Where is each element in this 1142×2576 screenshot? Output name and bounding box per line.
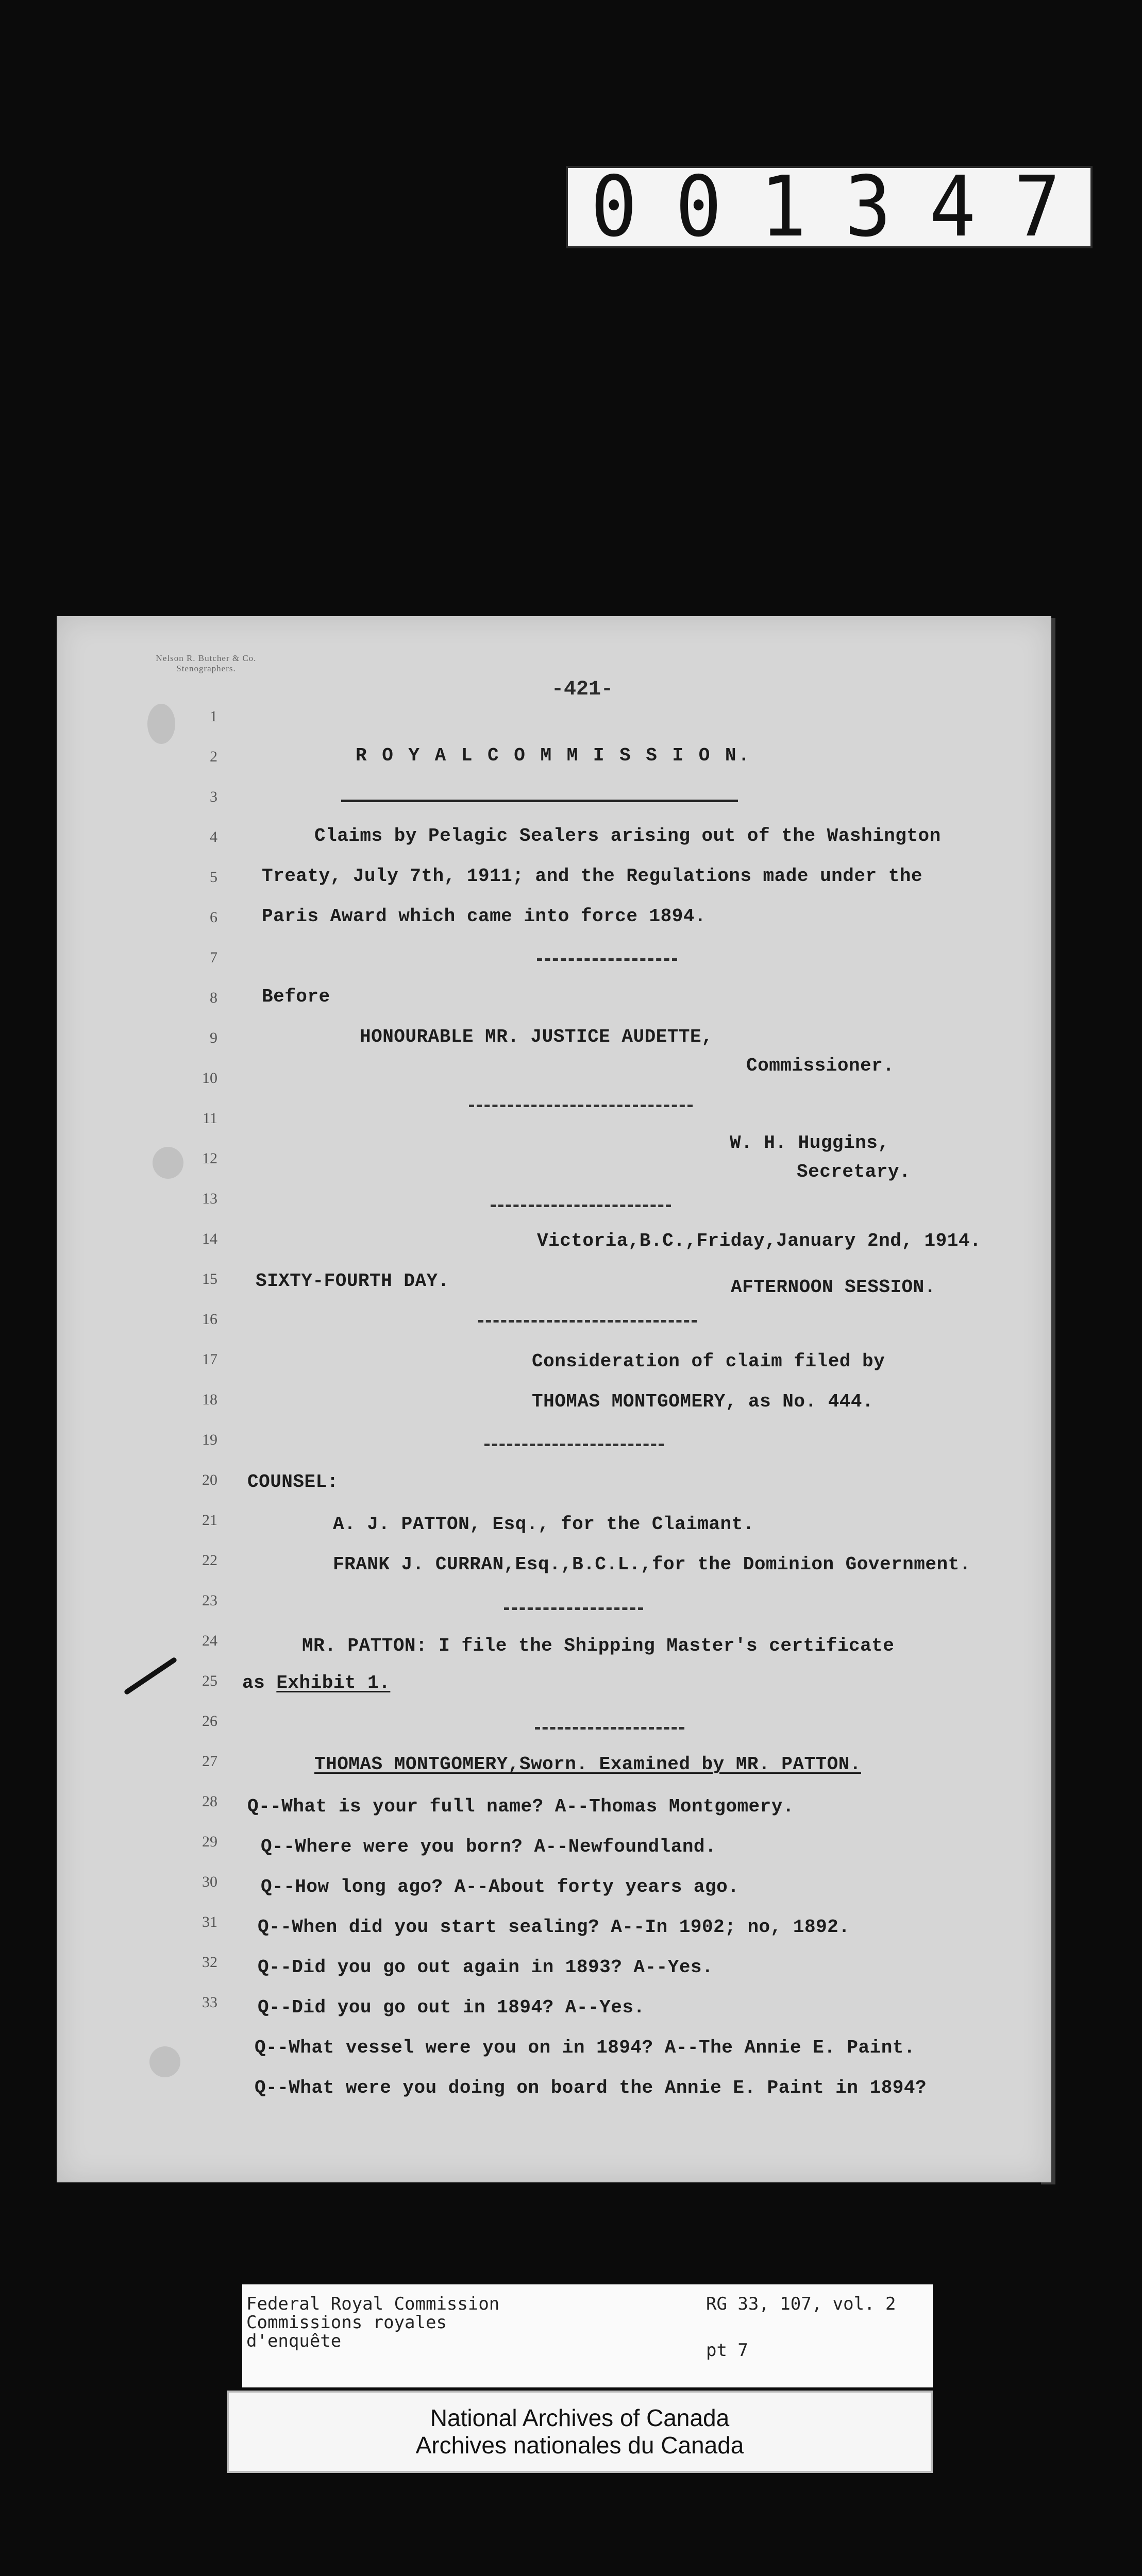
- line-number: 16: [202, 1311, 217, 1328]
- reference-number: RG 33, 107, vol. 2: [706, 2294, 896, 2314]
- line-number: 1: [210, 708, 217, 725]
- line-number: 21: [202, 1512, 217, 1529]
- claims-line: Treaty, July 7th, 1911; and the Regulations made under the: [262, 866, 923, 887]
- frame-number-strip: [566, 159, 1099, 256]
- collection-name-line: Commissions royales: [246, 2312, 447, 2333]
- qa-line: Q--Where were you born? A--Newfoundland.: [261, 1836, 717, 1857]
- line-number: 19: [202, 1431, 217, 1448]
- qa-line: Q--What were you doing on board the Annie E. Paint in 1894?: [255, 2077, 927, 2098]
- line-number: 9: [210, 1029, 217, 1046]
- part-number: pt 7: [706, 2340, 748, 2361]
- punch-hole-mark: [147, 704, 175, 744]
- archives-name-fr: Archives nationales du Canada: [415, 2432, 744, 2459]
- document-page: [57, 616, 1051, 2182]
- qa-line: Q--How long ago? A--About forty years ago.: [261, 1876, 740, 1897]
- line-number: 25: [202, 1672, 217, 1689]
- archive-label-card: [242, 2284, 933, 2387]
- qa-line: Q--What is your full name? A--Thomas Montgomery.: [247, 1796, 794, 1817]
- page-number: -421-: [551, 678, 614, 701]
- line-number: 20: [202, 1471, 217, 1488]
- session-label: AFTERNOON SESSION.: [731, 1277, 936, 1298]
- section-divider: [478, 1320, 697, 1323]
- punch-hole-mark: [149, 2046, 180, 2077]
- line-number: 12: [202, 1150, 217, 1167]
- claims-line: Claims by Pelagic Sealers arising out of the Washington: [314, 825, 941, 846]
- statement-prefix: as: [242, 1672, 277, 1693]
- line-number: 22: [202, 1552, 217, 1569]
- frame-number: 001347: [591, 159, 1099, 256]
- secretary-role: Secretary.: [797, 1161, 911, 1182]
- line-number: 10: [202, 1070, 217, 1087]
- archives-name-en: National Archives of Canada: [430, 2404, 730, 2432]
- line-number: 7: [210, 949, 217, 966]
- counsel-label: COUNSEL:: [247, 1471, 339, 1493]
- letterhead-firm: Nelson R. Butcher & Co.: [156, 653, 257, 663]
- judge-role: Commissioner.: [746, 1055, 895, 1076]
- line-number: 33: [202, 1994, 217, 2011]
- collection-name: [246, 2295, 499, 2350]
- section-divider: [537, 958, 677, 961]
- heading-rule: [341, 800, 738, 802]
- line-number: 5: [210, 869, 217, 886]
- secretary-name: W. H. Huggins,: [730, 1132, 889, 1154]
- line-number: 4: [210, 828, 217, 845]
- qa-line: Q--Did you go out again in 1893? A--Yes.: [258, 1957, 714, 1978]
- section-divider: [491, 1205, 671, 1207]
- line-number: 3: [210, 788, 217, 805]
- collection-name-line: Federal Royal Commission: [246, 2294, 500, 2314]
- line-number: 11: [203, 1110, 217, 1127]
- line-number: 27: [202, 1753, 217, 1770]
- line-number: 31: [202, 1913, 217, 1930]
- place-date: Victoria,B.C.,Friday,January 2nd, 1914.: [537, 1230, 982, 1251]
- qa-line: Q--Did you go out in 1894? A--Yes.: [258, 1997, 645, 2018]
- claims-line: Paris Award which came into force 1894.: [262, 906, 707, 927]
- line-number: 30: [202, 1873, 217, 1890]
- section-divider: [504, 1607, 643, 1610]
- archives-banner: [227, 2391, 933, 2473]
- line-number: 32: [202, 1954, 217, 1971]
- section-divider: [469, 1105, 693, 1107]
- witness-heading: THOMAS MONTGOMERY,Sworn. Examined by MR. PATTON.: [314, 1754, 861, 1775]
- judge-name: HONOURABLE MR. JUSTICE AUDETTE,: [360, 1026, 713, 1047]
- line-number: 29: [202, 1833, 217, 1850]
- line-number: 2: [210, 748, 217, 765]
- patton-statement-continued: [242, 1672, 390, 1693]
- line-number: 26: [202, 1713, 217, 1730]
- exhibit-reference: Exhibit 1.: [276, 1672, 391, 1693]
- patton-statement: MR. PATTON: I file the Shipping Master's certificate: [302, 1635, 895, 1656]
- letterhead: [113, 653, 299, 674]
- line-number: 28: [202, 1793, 217, 1810]
- section-divider: [484, 1444, 664, 1446]
- line-number: 24: [202, 1632, 217, 1649]
- counsel-claimant: A. J. PATTON, Esq., for the Claimant.: [333, 1514, 754, 1535]
- qa-line: Q--What vessel were you on in 1894? A--The Annie E. Paint.: [255, 2037, 916, 2058]
- counsel-government: FRANK J. CURRAN,Esq.,B.C.L.,for the Dominion Government.: [333, 1554, 971, 1575]
- day-label: SIXTY-FOURTH DAY.: [256, 1270, 449, 1292]
- collection-name-line: d'enquête: [246, 2331, 342, 2352]
- consideration-line: Consideration of claim filed by: [532, 1351, 885, 1372]
- document-heading: R O Y A L C O M M I S S I O N.: [356, 745, 752, 766]
- qa-line: Q--When did you start sealing? A--In 1902; no, 1892.: [258, 1917, 850, 1938]
- line-number: 23: [202, 1592, 217, 1609]
- line-number: 8: [210, 989, 217, 1006]
- section-divider: [535, 1727, 684, 1730]
- line-number: 18: [202, 1391, 217, 1408]
- consideration-line: THOMAS MONTGOMERY, as No. 444.: [532, 1391, 874, 1412]
- line-number: 13: [202, 1190, 217, 1207]
- line-number: 14: [202, 1230, 217, 1247]
- line-number: 15: [202, 1270, 217, 1287]
- line-number: 17: [202, 1351, 217, 1368]
- letterhead-subtitle: Stenographers.: [176, 664, 236, 674]
- before-label: Before: [262, 986, 330, 1007]
- line-number: 6: [210, 909, 217, 926]
- punch-hole-mark: [153, 1147, 183, 1179]
